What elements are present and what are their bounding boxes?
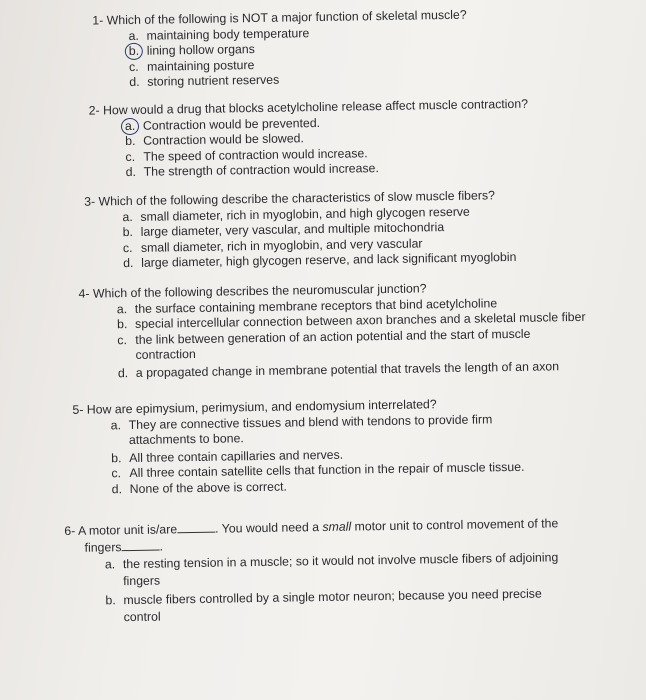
q6-option-b: b. muscle fibers controlled by a single motor neuron; because you need precise control <box>105 584 625 626</box>
q6-option-a: a. the resting tension in a muscle; so it would not involve muscle fibers of adjoining fingers <box>105 548 625 590</box>
question-2 <box>89 97 529 181</box>
option-letter: b. <box>116 317 128 332</box>
q3-option-c: c. small diameter, rich in myoglobin, and very vascular <box>122 235 423 255</box>
q4-option-b: b. special intercellular connection between axon branches and a skeletal muscle fiber <box>116 309 586 332</box>
question-5 <box>72 395 593 498</box>
q2-option-a: a. Contraction would be prevented. <box>125 112 528 134</box>
question-5-text: 5- How are epimysium, perimysium, and endomysium interrelated? <box>72 397 437 417</box>
q3-option-d: d. large diameter, high glycogen reserve, and lack significant myoglobin <box>123 249 517 271</box>
option-letter: d. <box>125 164 137 180</box>
q1-option-a: a. maintaining body temperature <box>128 25 310 43</box>
option-letter: c. <box>117 332 128 347</box>
q5-option-d: d. None of the above is correct. <box>111 479 287 496</box>
q3-option-b: b. large diameter, very vascular, and multiple mitochondria <box>122 220 445 240</box>
question-1 <box>92 8 467 91</box>
q5-option-c: c. All three contain satellite cells that function in the repair of muscle tissue. <box>111 459 525 481</box>
question-1-text: 1- Which of the following is NOT a major function of skeletal muscle? <box>92 7 467 28</box>
q1-option-d: d. storing nutrient reserves <box>129 72 280 89</box>
option-letter: a. <box>110 417 122 432</box>
option-letter: c. <box>125 149 136 164</box>
q5-option-a: a. They are connective tissues and blend with tendons to provide firm attachments to bone. <box>110 411 493 448</box>
option-letter: b. <box>125 133 136 149</box>
q4-option-a: a. the surface containing membrane receptors that bind acetylcholine <box>116 295 498 316</box>
q2-option-c: c. The speed of contraction would increase. <box>125 145 368 164</box>
q2-option-b: b. Contraction would be slowed. <box>125 131 304 149</box>
option-letter: a. <box>125 118 143 134</box>
option-letter: d. <box>123 255 134 271</box>
option-letter: b. <box>105 593 116 608</box>
option-letter: d. <box>117 365 129 380</box>
option-letter: a. <box>128 28 139 43</box>
q4-option-d: d. a propagated change in membrane potential that travels the length of an axon <box>117 358 560 380</box>
option-letter: b. <box>122 224 134 240</box>
option-letter: c. <box>128 59 139 74</box>
q5-option-b: b. All three contain capillaries and nerves. <box>111 447 344 465</box>
option-letter: a. <box>116 301 128 316</box>
question-6: 6- A motor unit is/are . You would need a small motor unit to control movement of the fingers . a. the resting tension in a muscle; so it would not involve muscle fibers of adjoining fingers b. muscle fibers controlled by a single motor neuron; because you need precise control <box>64 514 626 627</box>
q1-option-b: b. lining hollow organs <box>129 39 468 60</box>
option-letter: d. <box>111 481 123 496</box>
q1-option-c: c. maintaining posture <box>128 57 255 74</box>
q2-option-d: d. The strength of contraction would increase. <box>125 161 379 180</box>
question-4 <box>79 278 620 381</box>
option-letter: b. <box>129 44 147 60</box>
q3-option-a: a. small diameter, rich in myoglobin, and high glycogen reserve <box>122 204 470 224</box>
option-letter: a. <box>104 557 116 572</box>
q4-option-c: c. the link between generation of an action potential and the start of muscle contraction <box>117 326 531 362</box>
option-letter: a. <box>122 209 133 224</box>
question-6-text: 6- A motor unit is/are . You would need a small motor unit to control movement of the <box>64 516 559 539</box>
option-letter: b. <box>111 450 122 465</box>
question-3 <box>84 188 516 272</box>
answer-circle-mark <box>121 117 139 134</box>
question-4-text: 4- Which of the following describes the neuromuscular junction? <box>78 281 427 301</box>
option-letter: c. <box>111 466 122 481</box>
answer-blank-1[interactable] <box>177 522 215 534</box>
question-3-text: 3- Which of the following describe the characteristics of slow muscle fibers? <box>84 188 496 209</box>
question-2-text: 2- How would a drug that blocks acetylcholine release affect muscle contraction? <box>88 96 529 118</box>
option-letter: c. <box>122 240 133 255</box>
answer-blank-2[interactable] <box>121 540 159 552</box>
answer-circle-mark <box>125 43 143 60</box>
option-letter: d. <box>129 74 140 89</box>
